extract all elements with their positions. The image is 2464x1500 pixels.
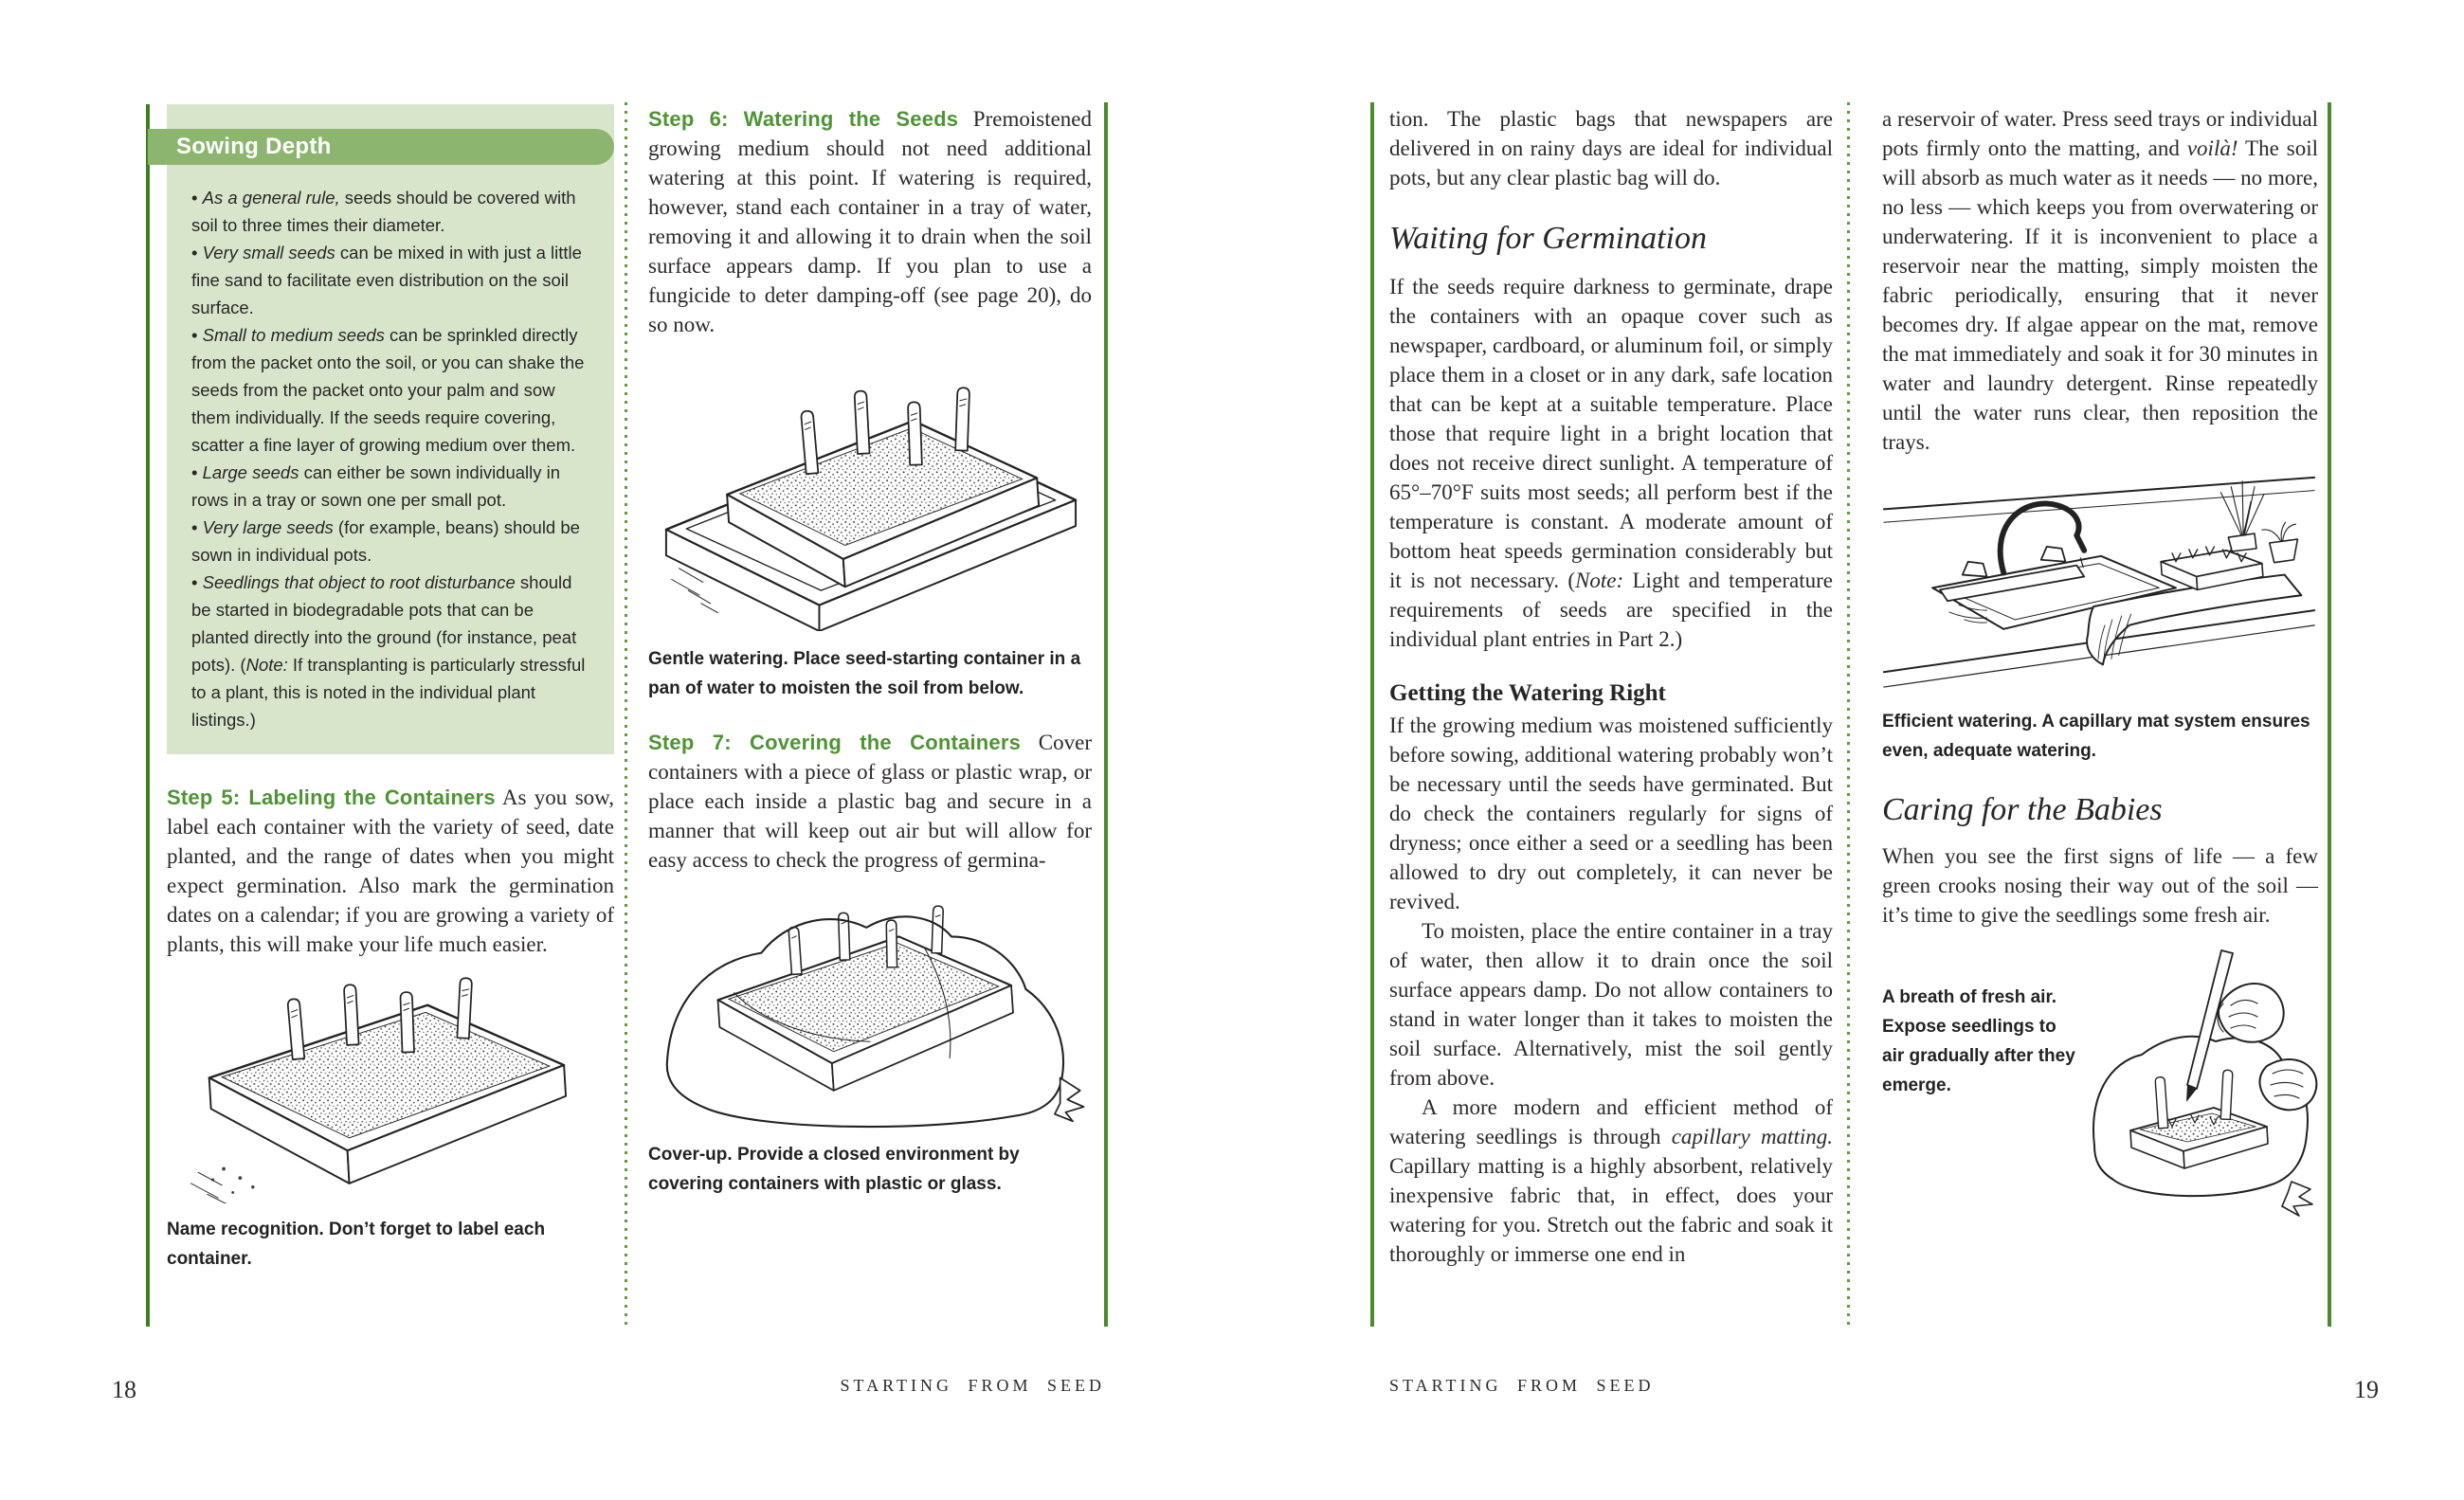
right-page-left-rule xyxy=(1370,102,1374,1327)
right-running-foot: STARTING FROM SEED xyxy=(1389,1376,1655,1395)
step-7-paragraph xyxy=(648,728,1092,875)
reservoir-text-b: The soil will absorb as much water as it needs — no more, no less — which keeps you from overwatering or underwatering. If it is inconvenient to place a reservoir near the matting, simply moisten the fabric periodically, ensuring that it never becomes dry. If algae appear on the mat, remove the mat immediately and soak it for 30 minutes in water and laundry detergent. Rinse repeatedly until the water runs clear, then reposition the trays. xyxy=(1882,136,2319,454)
bullet-lead: Very large seeds xyxy=(202,517,334,537)
right-page-right-rule xyxy=(2328,102,2331,1327)
sidebar-bullet xyxy=(191,514,591,569)
right-page-column-1 xyxy=(1389,104,1833,1269)
gentle-watering-illustration xyxy=(648,354,1092,631)
watering-paragraph-1: If the growing medium was moistened sufficiently before sowing, additional watering probably won’t be necessary until the seeds have germinated. But do check the containers regularly for signs of dryness; once either a seed or a seedling has been allowed to dry out completely, it can never be revived. xyxy=(1389,714,1833,913)
bullet-text: (for example, beans) should be sown in individual pots. xyxy=(191,517,580,565)
germination-paragraph xyxy=(1389,272,1833,654)
left-page-column-1 xyxy=(167,104,614,1274)
breath-illustration xyxy=(2081,945,2318,1229)
step-7-text: Cover containers with a piece of glass or plastic wrap, or place each inside a plastic bag and secure in a manner that will keep out air but will allow for easy access to check the progress of germina- xyxy=(648,731,1092,872)
cover-up-illustration xyxy=(648,884,1092,1129)
left-page-column-divider-dotted xyxy=(625,102,627,1327)
germination-text-b: Light and temperature requirements of seeds are specified in the individual plant entries in Part 2.) xyxy=(1389,569,1833,651)
left-running-foot: STARTING FROM SEED xyxy=(840,1376,1105,1395)
step-5-paragraph xyxy=(167,783,614,959)
caption-lead: A breath of fresh air. xyxy=(1882,987,2057,1007)
germination-text-a: If the seeds require darkness to germinate, drape the containers with an opaque cover such as newspaper, cardboard, or aluminum foil, or simply place them in a closet or in any dark, safe location that can be kept at a suitable temperature. Place those that require light in a bright location that does not receive direct sunlight. A temperature of 65°–70°F suits most seeds; all perform best if the temperature is constant. A moderate amount of bottom heat speeds germination considerably but it is not necessary. ( xyxy=(1389,275,1833,592)
right-page-number: 19 xyxy=(2354,1376,2379,1403)
watering-paragraph-3 xyxy=(1389,1093,1833,1269)
germination-note-lead: Note: xyxy=(1575,569,1624,592)
caption-text: A capillary mat system ensures even, adequate watering. xyxy=(1882,712,2310,761)
bullet-text: should be started in biodegradable pots that can be planted directly into the ground (for instance, peat pots). ( xyxy=(191,572,577,675)
reservoir-text-a: a reservoir of water. Press seed trays or individual pots firmly onto the matting, and xyxy=(1882,107,2318,160)
sidebar-bullet xyxy=(191,321,591,459)
bullet-note-text: If transplanting is particularly stressful to a plant, this is noted in the individual plant listings.) xyxy=(191,655,586,730)
step-7-label: Step 7: Covering the Containers xyxy=(648,731,1022,754)
right-page-column-divider-dotted xyxy=(1847,102,1850,1327)
labeled-seed-tray-drawing xyxy=(167,976,603,1203)
watering-3-italic: capillary matting. xyxy=(1671,1125,1833,1148)
efficient-watering-illustration xyxy=(1882,464,2318,694)
name-recognition-caption xyxy=(167,1215,614,1274)
caption-text: Provide a closed environment by covering containers with plastic or glass. xyxy=(648,1145,1020,1194)
right-page-column-2 xyxy=(1882,104,2318,1229)
bullet-text: can be mixed in with just a little fine sand to facilitate even distribution on the soil surface. xyxy=(191,243,582,317)
bullet-lead: Seedlings that object to root disturbance xyxy=(202,572,516,592)
caring-for-babies-heading: Caring for the Babies xyxy=(1882,792,2163,827)
sidebar-bullet xyxy=(191,569,591,733)
caption-text: Don’t forget to label each container. xyxy=(167,1220,546,1269)
tray-in-plastic-bag-drawing xyxy=(648,884,1092,1129)
bullet-note-lead: Note: xyxy=(245,655,288,675)
efficient-watering-caption xyxy=(1882,707,2318,766)
watering-paragraph-2: To moisten, place the entire container in a tray of water, then allow it to drain once the soil surface appears damp. Do not allow containers to stand in water longer than it takes to moisten the soil surface. Alternatively, mist the soil gently from above. xyxy=(1389,919,1833,1090)
name-recognition-illustration xyxy=(167,976,614,1203)
hands-opening-bag-drawing xyxy=(2081,945,2318,1229)
bullet-lead: Small to medium seeds xyxy=(202,325,385,345)
sidebar-title-band xyxy=(148,129,614,165)
caption-lead: Name recognition. xyxy=(167,1220,324,1239)
bullet-text: can either be sown individually in rows in a tray or sown one per small pot. xyxy=(191,462,561,510)
capillary-mat-sink-drawing xyxy=(1882,464,2316,694)
step-6-text: Premoistened growing medium should not need additional watering at this point. If watering is required, however, stand each container in a tray of water, removing it and allowing it to drain when the soil surface appears damp. If you plan to use a fungicide to deter damping-off (see page 20), do so now. xyxy=(648,107,1093,336)
sidebar-bullet xyxy=(191,239,591,321)
reservoir-paragraph xyxy=(1882,104,2318,457)
step-6-paragraph xyxy=(648,104,1092,339)
watering-3-text-a: A more modern and efficient method of watering seedlings is through xyxy=(1389,1095,1833,1148)
babies-paragraph: When you see the first signs of life — a few green crooks nosing their way out of the soil — it’s time to give the seedlings some fresh air. xyxy=(1882,844,2318,927)
caption-text: Place seed-starting container in a pan of water to moisten the soil from below. xyxy=(648,649,1081,698)
caption-lead: Gentle watering. xyxy=(648,649,788,669)
bullet-lead: Very small seeds xyxy=(202,243,335,262)
watering-3-text-b: Capillary matting is a highly absorbent, relatively inexpensive fabric that, in effect, does your watering for you. Stretch out the fabric and soak it thoroughly or immerse one end in xyxy=(1389,1154,1833,1266)
bullet-lead: Large seeds xyxy=(202,462,299,482)
breath-caption xyxy=(1882,983,2077,1229)
continuation-paragraph: tion. The plastic bags that newspapers are delivered in on rainy days are ideal for individual pots, but any clear plastic bag will do. xyxy=(1389,107,1833,190)
step-5-text: As you sow, label each container with the variety of seed, date planted, and the range of dates when you might expect germination. Also mark the germination dates on a calendar; if you are growing a variety of plants, this will make your life much easier. xyxy=(167,786,615,956)
left-page-right-rule xyxy=(1104,102,1108,1327)
sidebar-title: Sowing Depth xyxy=(176,134,332,159)
getting-watering-right-heading: Getting the Watering Right xyxy=(1389,680,1666,706)
left-page-left-rule xyxy=(146,104,150,1327)
sowing-depth-sidebar xyxy=(167,104,614,754)
left-page-column-2 xyxy=(648,104,1092,1199)
waiting-for-germination-heading: Waiting for Germination xyxy=(1389,221,1707,256)
breath-of-fresh-air-block xyxy=(1882,983,2318,1229)
caption-text: Expose seedlings to air gradually after they emerge. xyxy=(1882,1017,2075,1095)
tray-in-water-pan-drawing xyxy=(648,354,1092,631)
sidebar-bullet-list xyxy=(167,184,614,733)
reservoir-italic: voilà! xyxy=(2186,136,2238,160)
gentle-watering-caption xyxy=(648,644,1092,703)
cover-up-caption xyxy=(648,1140,1092,1199)
sidebar-bullet xyxy=(191,184,591,239)
caption-lead: Cover-up. xyxy=(648,1145,733,1165)
caption-lead: Efficient watering. xyxy=(1882,712,2038,732)
left-page-number: 18 xyxy=(112,1376,136,1403)
step-6-label: Step 6: Watering the Seeds xyxy=(648,107,959,131)
sidebar-bullet xyxy=(191,459,591,514)
bullet-lead: As a general rule, xyxy=(202,188,340,208)
bullet-text: can be sprinkled directly from the packet onto the soil, or you can shake the seeds from the packet onto your palm and sow them individually. If the seeds require covering, scatter a fine layer of growing medium over them. xyxy=(191,325,585,455)
step-5-label: Step 5: Labeling the Containers xyxy=(167,786,496,809)
bullet-text: seeds should be covered with soil to three times their diameter. xyxy=(191,188,576,235)
